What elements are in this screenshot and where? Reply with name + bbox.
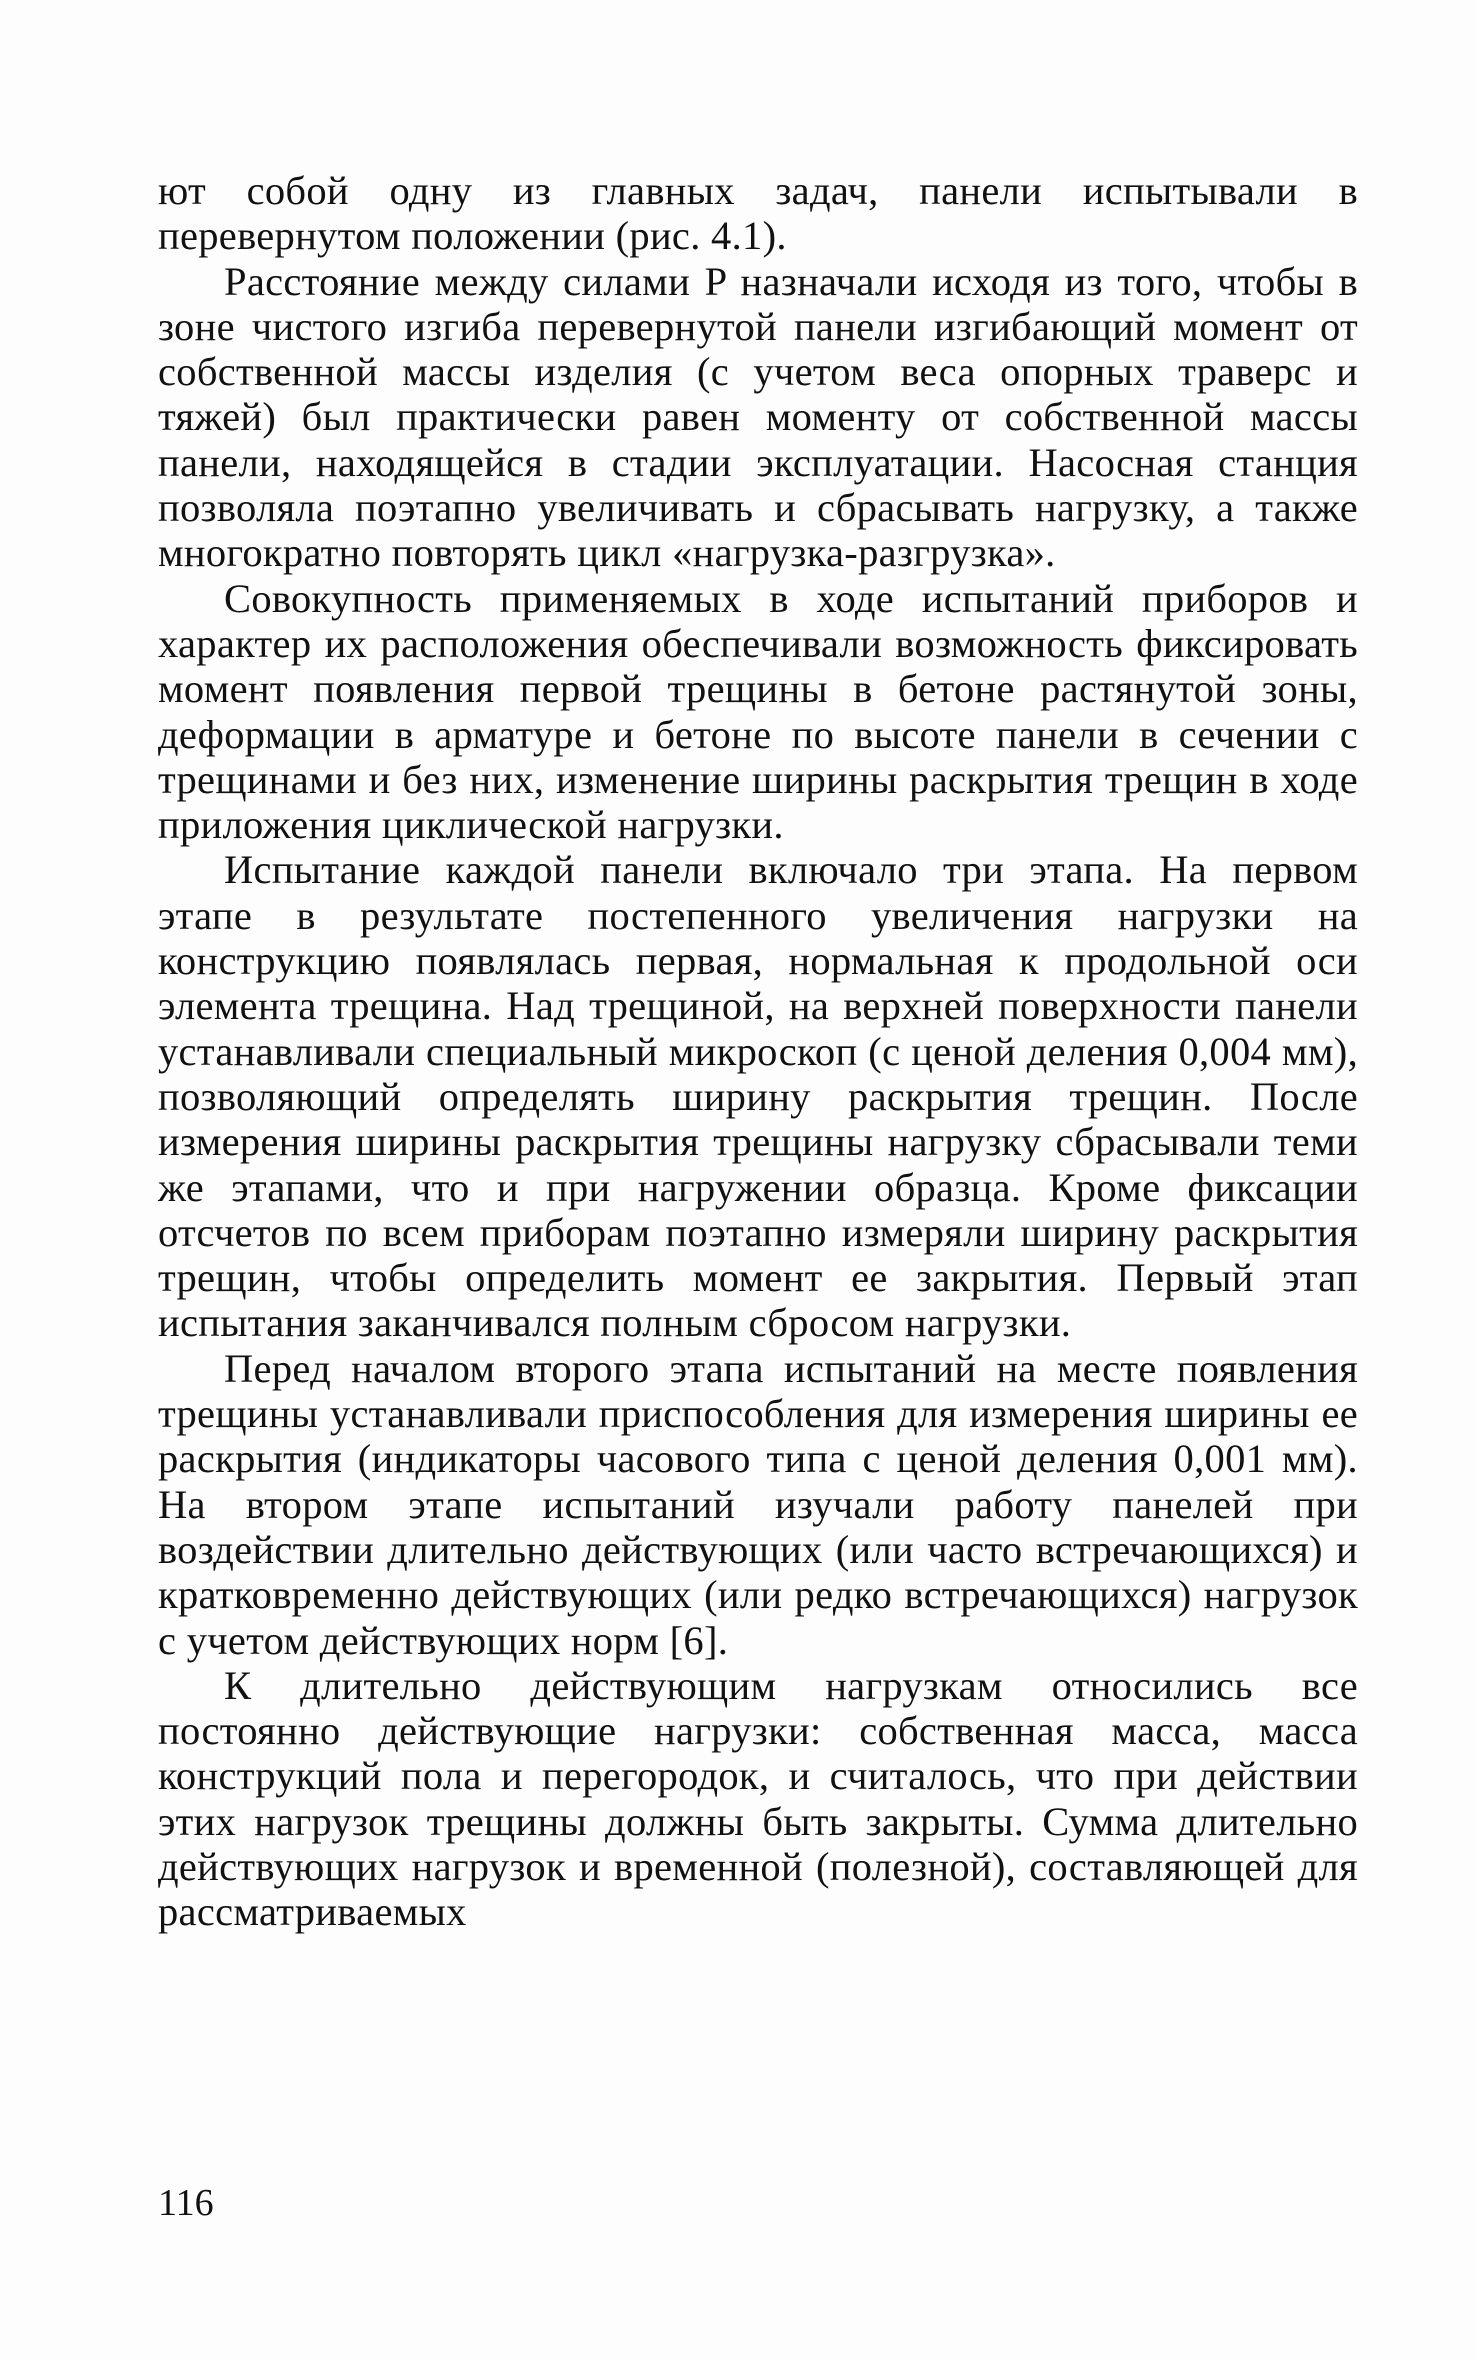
paragraph-second-stage: Перед началом второго этапа испытаний на месте появления трещины устанавливали приспособления для измерения ширины ее раскрытия (индикаторы часового типа с ценой деления 0,001 мм). На втором этапе испытаний изучали работу панелей при воздействии длительно действующих (или часто встречающихся) и кратковременно действующих (или редко встречающихся) нагрузок с учетом действующих норм [6].: [158, 1345, 1358, 1663]
page-number: 116: [158, 2182, 214, 2224]
paragraph-continuation: ют собой одну из главных задач, панели испытывали в перевернутом положении (рис. 4.1).: [158, 168, 1358, 259]
paragraph-long-term-loads: К длительно действующим нагрузкам относились все постоянно действующие нагрузки: собственная масса, масса конструкций пола и перегородок, и считалось, что при действии этих нагрузок трещины должны быть закрыты. Сумма длительно действующих нагрузок и временной (полезной), составляющей для рассматриваемых: [158, 1662, 1358, 1935]
paragraph-force-distance: Расстояние между силами P назначали исходя из того, чтобы в зоне чистого изгиба перевернутой панели изгибающий момент от собственной массы изделия (с учетом веса опорных траверс и тяжей) был практически равен моменту от собственной массы панели, находящейся в стадии эксплуатации. Насосная станция позволяла поэтапно увеличивать и сбрасывать нагрузку, а также многократно повторять цикл «нагрузка-разгрузка».: [158, 258, 1358, 576]
paragraph-test-stages: Испытание каждой панели включало три этапа. На первом этапе в результате постепенного увеличения нагрузки на конструкцию появлялась первая, нормальная к продольной оси элемента трещина. Над трещиной, на верхней поверхности панели устанавливали специальный микроскоп (с ценой деления 0,004 мм), позволяющий определять ширину раскрытия трещин. После измерения ширины раскрытия трещины нагрузку сбрасывали теми же этапами, что и при нагружении образца. Кроме фиксации отсчетов по всем приборам поэтапно измеряли ширину раскрытия трещин, чтобы определить момент ее закрытия. Первый этап испытания заканчивался полным сбросом нагрузки.: [158, 847, 1358, 1346]
body-text: [158, 168, 1358, 1935]
paragraph-instruments: Совокупность применяемых в ходе испытаний приборов и характер их расположения обеспечивали возможность фиксировать момент появления первой трещины в бетоне растянутой зоны, деформации в арматуре и бетоне по высоте панели в сечении с трещинами и без них, изменение ширины раскрытия трещин в ходе приложения циклической нагрузки.: [158, 575, 1358, 848]
